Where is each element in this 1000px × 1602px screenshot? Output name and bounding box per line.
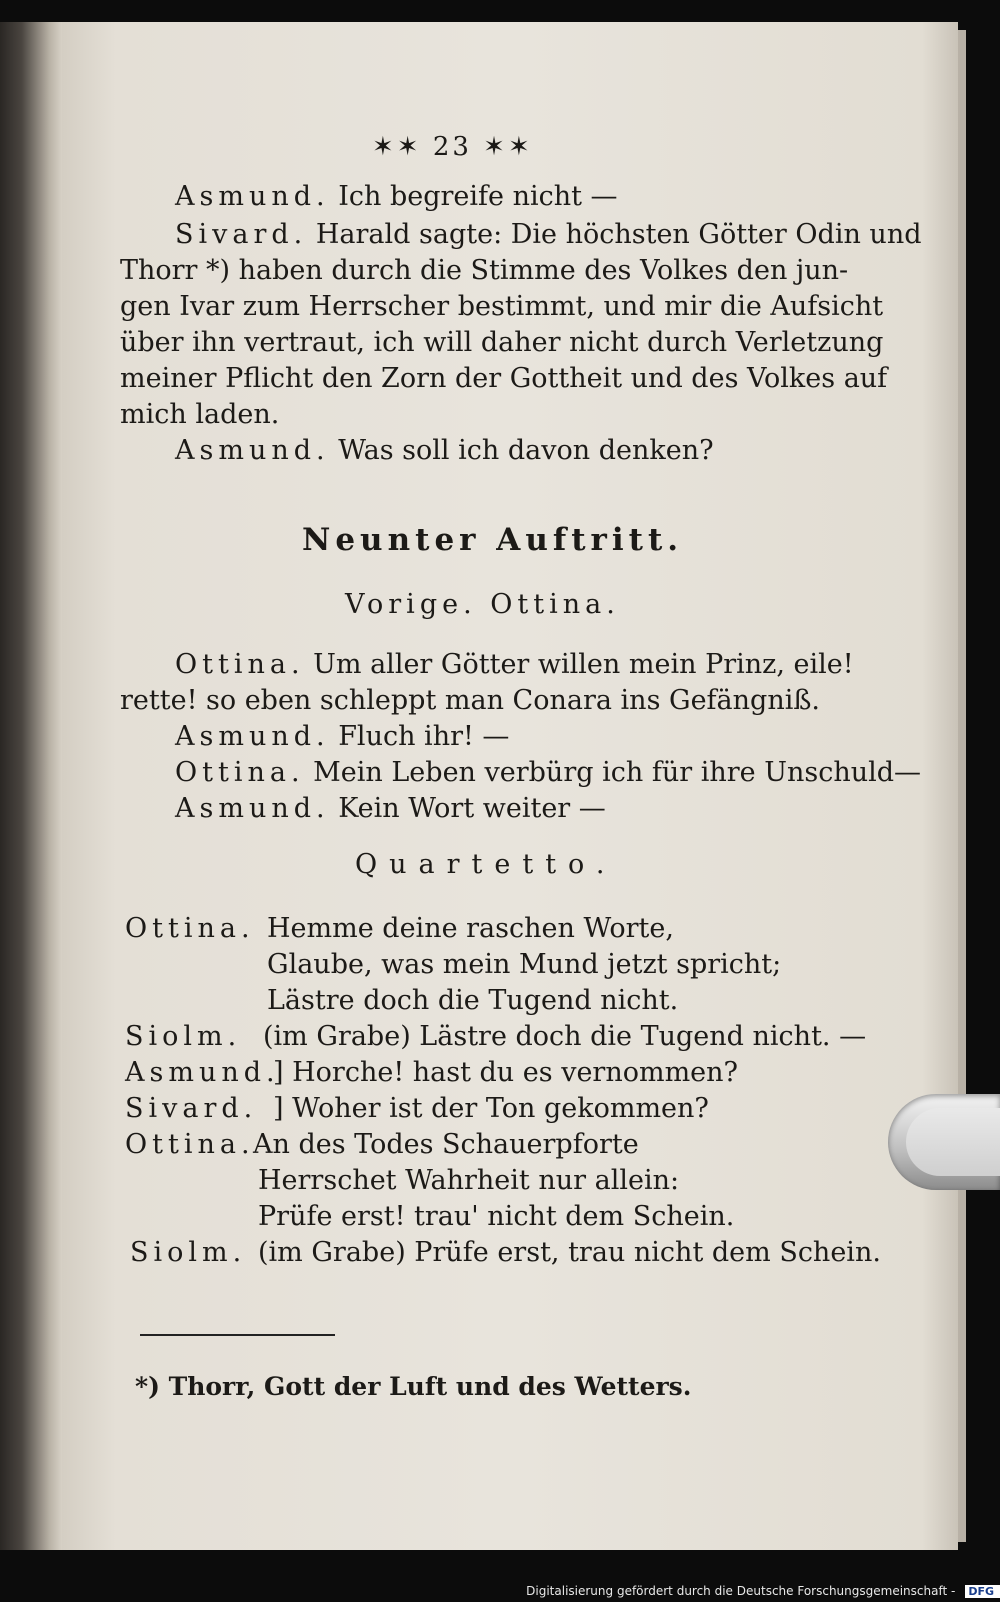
credit-bar	[0, 1584, 1000, 1602]
verse-line	[125, 912, 674, 946]
verse-line: Glaube, was mein Mund jetzt spricht;	[267, 949, 782, 980]
verse: Hemme deine raschen Worte,	[267, 913, 674, 944]
text-line	[175, 180, 618, 214]
speaker: Sivard.	[125, 1093, 258, 1124]
speech: Was soll ich davon denken?	[338, 435, 714, 466]
text-line: über ihn vertraut, ich will daher nicht durch Verletzung	[120, 327, 884, 358]
verse-line: Herrschet Wahrheit nur allein:	[258, 1165, 680, 1196]
speaker: Siolm.	[125, 1021, 242, 1052]
speaker: Ottina.	[125, 913, 255, 944]
clip-highlight	[906, 1108, 1000, 1176]
text-line	[175, 756, 921, 790]
text-line: mich laden.	[120, 399, 280, 430]
verse-line: Lästre doch die Tugend nicht.	[267, 985, 679, 1016]
speech: Mein Leben verbürg ich für ihre Unschuld—	[313, 757, 922, 788]
speaker: Ottina.	[175, 649, 305, 680]
text-line: rette! so eben schleppt man Conara ins Gefängniß.	[120, 685, 820, 716]
page-clip	[888, 1094, 1000, 1190]
book-spine	[0, 22, 62, 1550]
speaker: Asmund.	[175, 181, 330, 212]
text-line: Thorr *) haben durch die Stimme des Volkes den jun-	[120, 255, 849, 286]
text-line: gen Ivar zum Herrscher bestimmt, und mir die Aufsicht	[120, 291, 884, 322]
page-edge	[958, 30, 966, 1542]
speaker: Asmund.	[175, 435, 330, 466]
verse-line	[125, 1020, 866, 1054]
verse-line: Prüfe erst! trau' nicht dem Schein.	[258, 1201, 735, 1232]
speaker: Asmund.	[125, 1057, 280, 1088]
verse: (im Grabe) Lästre doch die Tugend nicht. —	[263, 1021, 867, 1052]
speech: Fluch ihr! —	[338, 721, 510, 752]
verse-line	[125, 1092, 709, 1126]
speech: Kein Wort weiter —	[338, 793, 606, 824]
dfg-logo: DFG	[965, 1585, 1000, 1598]
scene-persons: Vorige. Ottina.	[345, 589, 620, 620]
text-line	[175, 720, 509, 754]
verse: ] Horche! hast du es vernommen?	[273, 1057, 739, 1088]
text-line	[175, 218, 922, 252]
speaker: Siolm.	[130, 1237, 247, 1268]
verse: (im Grabe) Prüfe erst, trau nicht dem Schein.	[258, 1237, 881, 1268]
speaker: Asmund.	[175, 721, 330, 752]
speech: Harald sagte: Die höchsten Götter Odin und	[315, 219, 922, 250]
verse: An des Todes Schauerpforte	[253, 1129, 639, 1160]
scene-title: Neunter Auftritt.	[302, 522, 684, 558]
section-title: Quartetto.	[355, 849, 617, 880]
page-number: ✶✶ 23 ✶✶	[372, 132, 533, 162]
verse-line	[130, 1236, 881, 1270]
credit-text: Digitalisierung gefördert durch die Deutsche Forschungsgemeinschaft -	[526, 1584, 956, 1598]
speaker: Ottina.	[125, 1129, 255, 1160]
verse-line	[125, 1128, 639, 1162]
verse: ] Woher ist der Ton gekommen?	[273, 1093, 709, 1124]
speaker: Asmund.	[175, 793, 330, 824]
text-line: meiner Pflicht den Zorn der Gottheit und des Volkes auf	[120, 363, 888, 394]
text-line	[175, 648, 854, 682]
speech: Um aller Götter willen mein Prinz, eile!	[313, 649, 854, 680]
footnote: *) Thorr, Gott der Luft und des Wetters.	[135, 1372, 692, 1401]
footnote-rule	[140, 1334, 335, 1336]
text-line	[175, 792, 606, 826]
verse-line	[125, 1056, 738, 1090]
speaker: Sivard.	[175, 219, 308, 250]
text-line	[175, 434, 714, 468]
speaker: Ottina.	[175, 757, 305, 788]
speech: Ich begreife nicht —	[338, 181, 618, 212]
